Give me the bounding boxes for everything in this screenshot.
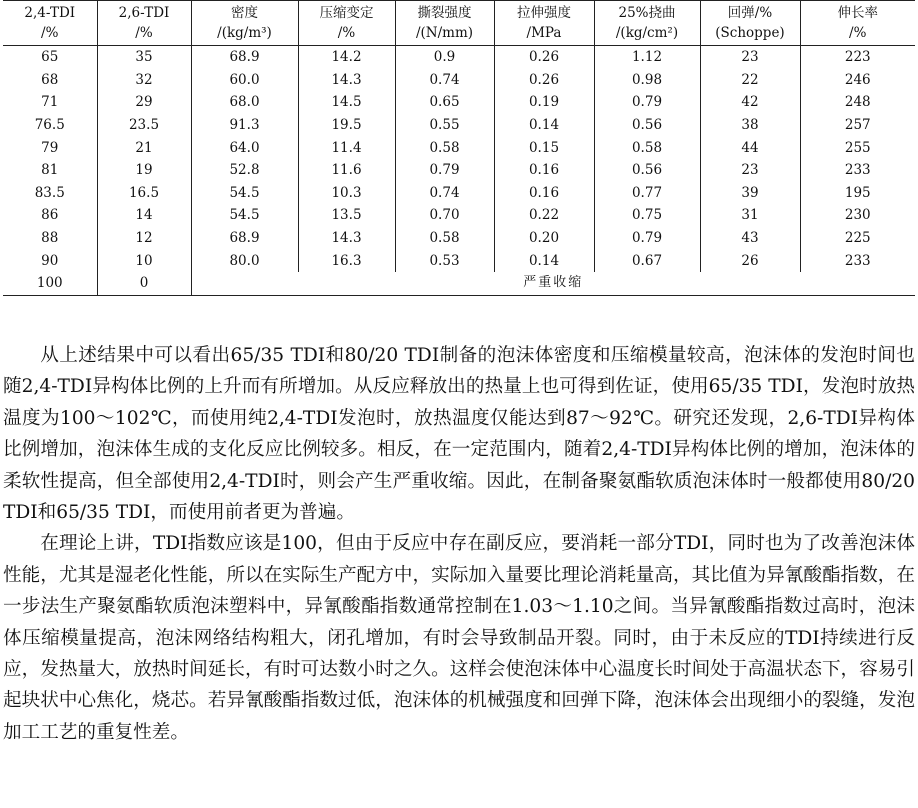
severe-shrinkage-note: 严重收缩 (191, 272, 915, 295)
header-cell: 2,6-TDI /% (97, 1, 191, 46)
table-cell: 90 (41, 252, 59, 269)
table-cell: 230 (800, 204, 915, 227)
table-cell: 14.3 (298, 69, 395, 92)
table-cell: 233 (800, 159, 915, 182)
table-cell: 68.9 (191, 227, 298, 250)
table-cell: 246 (800, 69, 915, 92)
table-row (3, 159, 915, 182)
table-cell: 233 (800, 249, 915, 272)
table-cell: 23.5 (97, 114, 191, 137)
table-body (3, 46, 915, 296)
table-row (3, 249, 915, 272)
table-cell: 0.74 (395, 182, 494, 205)
table-cell: 0.79 (594, 227, 700, 250)
table-cell: 42 (700, 91, 800, 114)
tdi-properties-table (3, 0, 915, 296)
table-cell: 0.16 (494, 159, 594, 182)
table-row (3, 91, 915, 114)
table-cell: 83.5 (34, 184, 65, 201)
table-cell: 0.15 (494, 136, 594, 159)
table-header-row (3, 1, 915, 46)
header-cell: 回弹/% (Schoppe) (700, 1, 800, 46)
table-cell: 0.26 (494, 46, 594, 69)
table-cell: 68.0 (191, 91, 298, 114)
table-cell: 225 (800, 227, 915, 250)
table-cell: 11.4 (298, 136, 395, 159)
table-cell: 0.56 (594, 114, 700, 137)
table-cell: 0.16 (494, 182, 594, 205)
table-cell: 31 (700, 204, 800, 227)
table-row (3, 182, 915, 205)
table-cell: 23 (700, 159, 800, 182)
table-cell: 0.55 (395, 114, 494, 137)
table-row (3, 272, 915, 295)
body-text (3, 340, 915, 748)
table-cell: 23 (700, 46, 800, 69)
table-cell: 68 (41, 71, 59, 88)
table-row (3, 204, 915, 227)
table-cell: 0.79 (594, 91, 700, 114)
table-cell: 81 (41, 162, 59, 179)
table-cell: 38 (700, 114, 800, 137)
table-cell: 79 (41, 139, 59, 156)
table-cell: 35 (97, 46, 191, 69)
table-cell: 11.6 (298, 159, 395, 182)
header-cell: 2,4-TDI /% (3, 1, 97, 46)
table-cell: 0.20 (494, 227, 594, 250)
table-cell: 16.3 (298, 249, 395, 272)
table-cell: 21 (97, 136, 191, 159)
table-cell: 0.22 (494, 204, 594, 227)
table-cell: 0.77 (594, 182, 700, 205)
table-cell: 0.79 (395, 159, 494, 182)
table-cell: 12 (97, 227, 191, 250)
table-cell: 14.5 (298, 91, 395, 114)
table-cell: 223 (800, 46, 915, 69)
header-cell: 撕裂强度 /(N/mm) (395, 1, 494, 46)
header-cell: 拉伸强度 /MPa (494, 1, 594, 46)
table-row (3, 69, 915, 92)
table-cell: 0.58 (395, 136, 494, 159)
table-cell: 43 (700, 227, 800, 250)
table-row (3, 227, 915, 250)
table-cell: 14.3 (298, 227, 395, 250)
table-cell: 257 (800, 114, 915, 137)
table-cell: 14.2 (298, 46, 395, 69)
table-cell: 0.74 (395, 69, 494, 92)
table-row (3, 114, 915, 137)
table-cell: 54.5 (191, 182, 298, 205)
table-cell: 10 (97, 249, 191, 272)
table-cell: 19 (97, 159, 191, 182)
table-cell: 64.0 (191, 136, 298, 159)
table-cell: 255 (800, 136, 915, 159)
table-cell: 0.98 (594, 69, 700, 92)
table-row (3, 46, 915, 69)
table-cell: 29 (97, 91, 191, 114)
data-table-container (0, 0, 918, 296)
table-cell: 0.58 (395, 227, 494, 250)
table-cell: 39 (700, 182, 800, 205)
table-cell: 65 (41, 49, 59, 66)
table-cell: 88 (41, 230, 59, 247)
table-cell: 13.5 (298, 204, 395, 227)
header-cell: 伸长率 /% (800, 1, 915, 46)
table-cell: 32 (97, 69, 191, 92)
table-cell: 1.12 (594, 46, 700, 69)
table-cell: 16.5 (97, 182, 191, 205)
table-cell: 54.5 (191, 204, 298, 227)
table-cell: 0.56 (594, 159, 700, 182)
table-cell: 100 (3, 272, 97, 295)
table-cell: 248 (800, 91, 915, 114)
paragraph: 从上述结果中可以看出65/35 TDI和80/20 TDI制备的泡沫体密度和压缩模量较高，泡沫体的发泡时间也随2,4-TDI异构体比例的上升而有所增加。从反应释放出的热量上也可得到佐证，使用65/35 TDI，发泡时放热温度为100～102℃，而使用纯2,4-TDI发泡时，放热温度仅能达到87～92℃。研究还发现，2,6-TDI异构体比例增加，泡沫体生成的支化反应比例较多。相反，在一定范围内，随着2,4-TDI异构体比例的增加，泡沫体的柔软性提高，但全部使用2,4-TDI时，则会产生严重收缩。因此，在制备聚氨酯软质泡沫体时一般都使用80/20 TDI和65/35 TDI，而使用前者更为普遍。 (3, 345, 915, 524)
table-cell: 80.0 (191, 249, 298, 272)
table-cell: 0 (97, 272, 191, 295)
table-cell: 52.8 (191, 159, 298, 182)
table-cell: 0.58 (594, 136, 700, 159)
table-row (3, 136, 915, 159)
header-cell: 密度 /(kg/m³) (191, 1, 298, 46)
table-cell: 91.3 (191, 114, 298, 137)
table-cell: 0.67 (594, 249, 700, 272)
table-cell: 195 (800, 182, 915, 205)
table-cell: 14 (97, 204, 191, 227)
paragraph: 在理论上讲，TDI指数应该是100，但由于反应中存在副反应，要消耗一部分TDI，同时也为了改善泡沫体性能，尤其是湿老化性能，所以在实际生产配方中，实际加入量要比理论消耗量高，其比值为异氰酸酯指数，在一步法生产聚氨酯软质泡沫塑料中，异氰酸酯指数通常控制在1.03～1.10之间。当异氰酸酯指数过高时，泡沫体压缩模量提高，泡沫网络结构粗大，闭孔增加，有时会导致制品开裂。同时，由于未反应的TDI持续进行反应，发热量大，放热时间延长，有时可达数小时之久。这样会使泡沫体中心温度长时间处于高温状态下，容易引起块状中心焦化，烧芯。若异氰酸酯指数过低，泡沫体的机械强度和回弹下降，泡沫体会出现细小的裂缝，发泡加工工艺的重复性差。 (3, 533, 915, 743)
table-cell: 60.0 (191, 69, 298, 92)
table-cell: 68.9 (191, 46, 298, 69)
table-cell: 0.75 (594, 204, 700, 227)
table-cell: 0.65 (395, 91, 494, 114)
table-cell: 26 (700, 249, 800, 272)
table-cell: 86 (41, 207, 59, 224)
table-cell: 19.5 (298, 114, 395, 137)
table-cell: 0.9 (395, 46, 494, 69)
table-cell: 10.3 (298, 182, 395, 205)
table-cell: 44 (700, 136, 800, 159)
header-cell: 25%挠曲 /(kg/cm²) (594, 1, 700, 46)
table-cell: 71 (41, 94, 59, 111)
table-cell: 0.14 (494, 249, 594, 272)
table-cell: 0.14 (494, 114, 594, 137)
header-cell: 压缩变定 /% (298, 1, 395, 46)
table-cell: 22 (700, 69, 800, 92)
table-cell: 0.26 (494, 69, 594, 92)
table-cell: 0.70 (395, 204, 494, 227)
table-cell: 0.53 (395, 249, 494, 272)
table-cell: 76.5 (34, 117, 65, 134)
table-cell: 0.19 (494, 91, 594, 114)
